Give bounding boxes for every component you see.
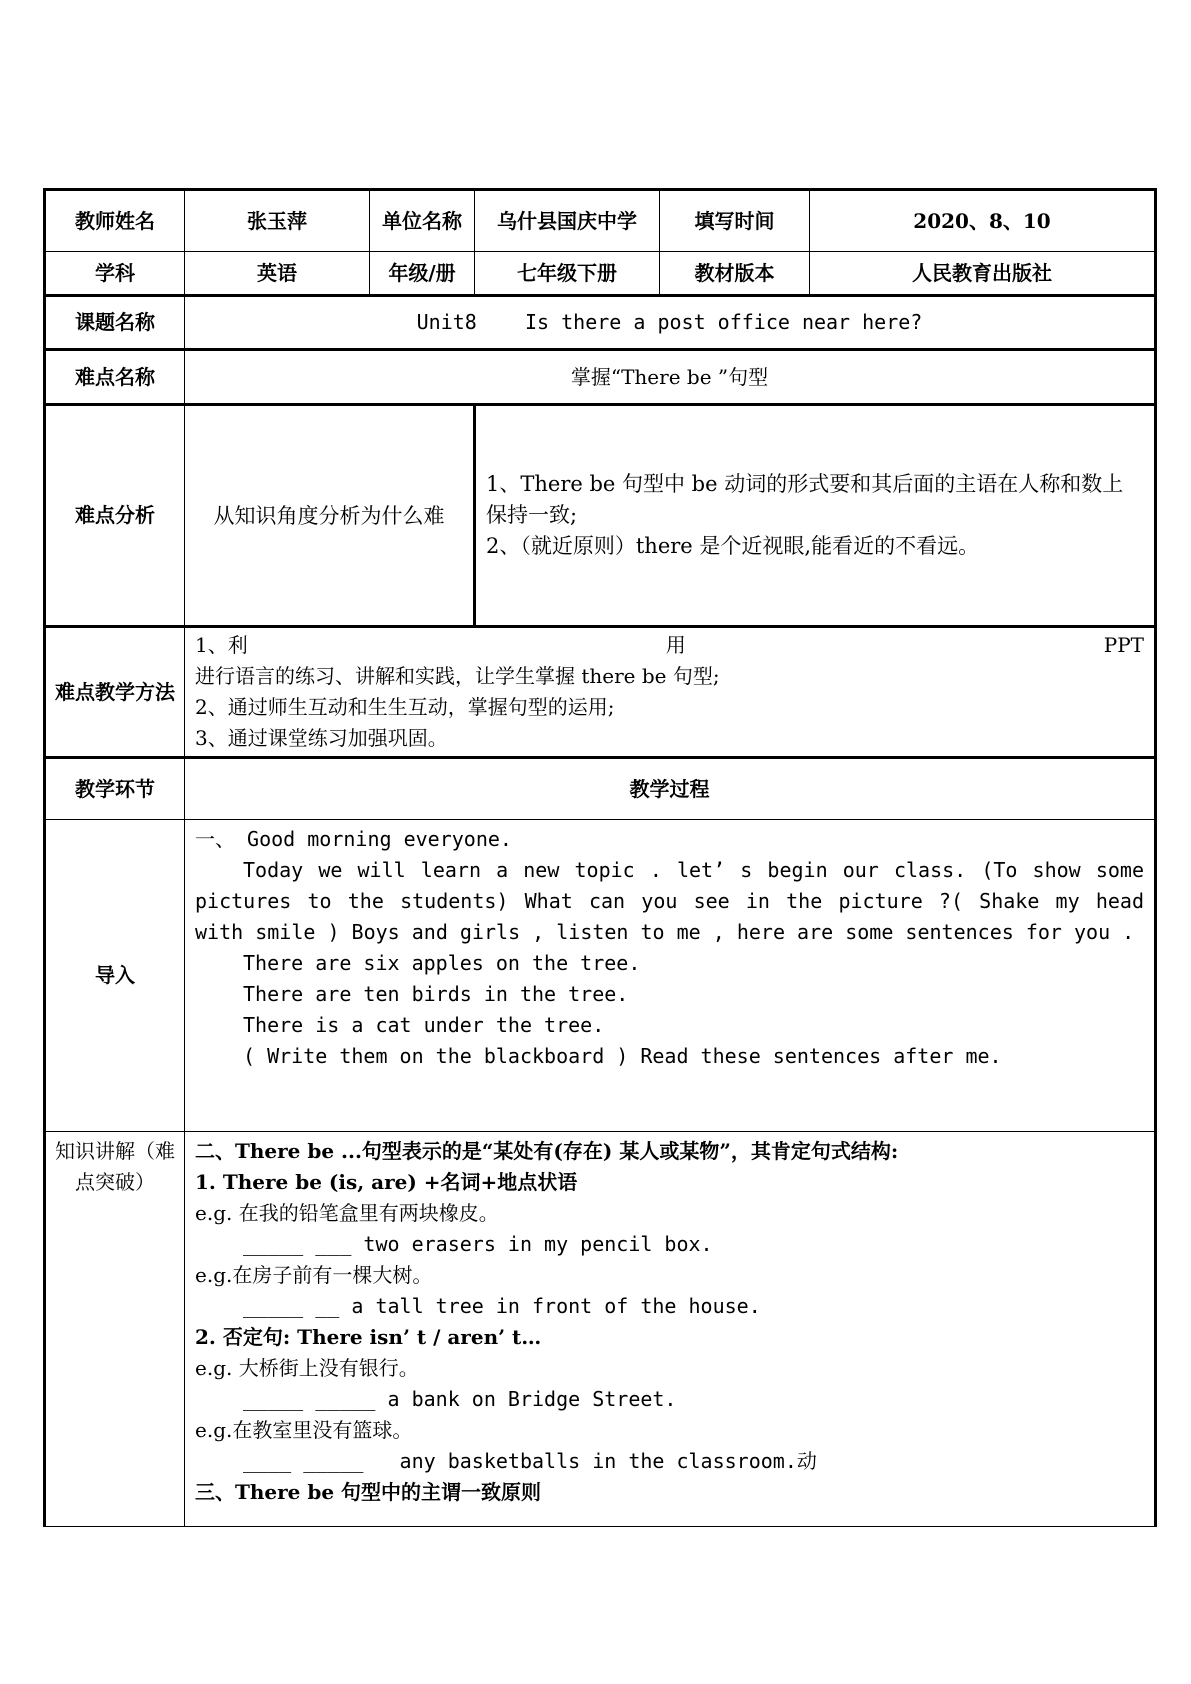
knowledge-line-1: 二、There be ...句型表示的是“某处有(存在) 某人或某物”，其肯定句式结构: — [195, 1139, 899, 1163]
analysis-label: 难点分析 — [45, 405, 185, 627]
process-label: 教学环节 — [45, 758, 185, 820]
difficulty-label: 难点名称 — [45, 350, 185, 405]
analysis-sub-label: 从知识角度分析为什么难 — [185, 405, 475, 627]
edition-value: 人民教育出版社 — [810, 252, 1156, 296]
method-line-1 — [195, 630, 1144, 661]
analysis-point-1: 1、There be 句型中 be 动词的形式要和其后面的主语在人称和数上保持一致; — [486, 472, 1124, 527]
knowledge-line-3: e.g. 在我的铅笔盒里有两块橡皮。 — [195, 1201, 499, 1225]
intro-label: 导入 — [45, 820, 185, 1132]
method-line-1b: 用 — [665, 633, 686, 657]
topic-label: 课题名称 — [45, 296, 185, 350]
row-subject — [45, 252, 1156, 296]
row-difficulty — [45, 350, 1156, 405]
row-intro — [45, 820, 1156, 1132]
subject-label: 学科 — [45, 252, 185, 296]
method-line-4: 3、通过课堂练习加强巩固。 — [195, 726, 448, 750]
method-line-1a: 1、利 — [195, 633, 248, 657]
knowledge-line-6: _____ __ a tall tree in front of the house. — [243, 1294, 761, 1318]
date-label: 填写时间 — [660, 190, 810, 252]
process-value: 教学过程 — [185, 758, 1156, 820]
teacher-label: 教师姓名 — [45, 190, 185, 252]
difficulty-value: 掌握“There be ”句型 — [185, 350, 1156, 405]
knowledge-line-12: 三、There be 句型中的主谓一致原则 — [195, 1480, 542, 1504]
teacher-value: 张玉萍 — [185, 190, 370, 252]
knowledge-line-11: ____ _____ any basketballs in the classroom.动 — [243, 1449, 817, 1473]
analysis-point-2: 2、（就近原则）there 是个近视眼,能看近的不看远。 — [486, 534, 980, 558]
topic-value: Unit8 Is there a post office near here? — [185, 296, 1156, 350]
knowledge-line-2: 1. There be (is, are) +名词+地点状语 — [195, 1170, 578, 1194]
knowledge-line-10: e.g.在教室里没有篮球。 — [195, 1418, 413, 1442]
row-analysis — [45, 405, 1156, 627]
intro-sentence-4: ( Write them on the blackboard ) Read these sentences after me. — [243, 1044, 1002, 1068]
knowledge-line-9: _____ _____ a bank on Bridge Street. — [243, 1387, 677, 1411]
intro-sentence-1: There are six apples on the tree. — [243, 951, 641, 975]
knowledge-line-7: 2. 否定句: There isn’ t / aren’ t… — [195, 1325, 542, 1349]
lesson-plan-table — [43, 188, 1157, 1527]
intro-sentence-2: There are ten birds in the tree. — [243, 982, 629, 1006]
unit-value: 乌什县国庆中学 — [475, 190, 660, 252]
row-topic — [45, 296, 1156, 350]
knowledge-line-8: e.g. 大桥街上没有银行。 — [195, 1356, 419, 1380]
method-line-3: 2、通过师生互动和生生互动，掌握句型的运用; — [195, 695, 615, 719]
method-line-2: 进行语言的练习、讲解和实践，让学生掌握 there be 句型; — [195, 664, 720, 688]
intro-content — [185, 820, 1156, 1132]
edition-label: 教材版本 — [660, 252, 810, 296]
intro-sentence-3: There is a cat under the tree. — [243, 1013, 605, 1037]
date-value: 2020、8、10 — [810, 190, 1156, 252]
grade-label: 年级/册 — [370, 252, 475, 296]
knowledge-line-5: e.g.在房子前有一棵大树。 — [195, 1263, 433, 1287]
row-teacher — [45, 190, 1156, 252]
row-method — [45, 627, 1156, 758]
method-label: 难点教学方法 — [45, 627, 185, 758]
unit-label: 单位名称 — [370, 190, 475, 252]
knowledge-content — [185, 1132, 1156, 1527]
subject-value: 英语 — [185, 252, 370, 296]
grade-value: 七年级下册 — [475, 252, 660, 296]
row-process-header — [45, 758, 1156, 820]
analysis-points — [475, 405, 1156, 627]
intro-paragraph: Today we will learn a new topic . let’ s begin our class. (To show some pictures to the students) What can you see in the picture ?( Shake my head with smile ) Boys and girls , listen to me , here are some sentences for you . — [195, 858, 1144, 944]
method-line-1c: PPT — [1103, 633, 1144, 657]
knowledge-line-4: _____ ___ two erasers in my pencil box. — [243, 1232, 713, 1256]
method-content — [185, 627, 1156, 758]
intro-line-1: 一、 Good morning everyone. — [195, 827, 512, 851]
row-knowledge — [45, 1132, 1156, 1527]
knowledge-label: 知识讲解（难点突破） — [45, 1132, 185, 1527]
